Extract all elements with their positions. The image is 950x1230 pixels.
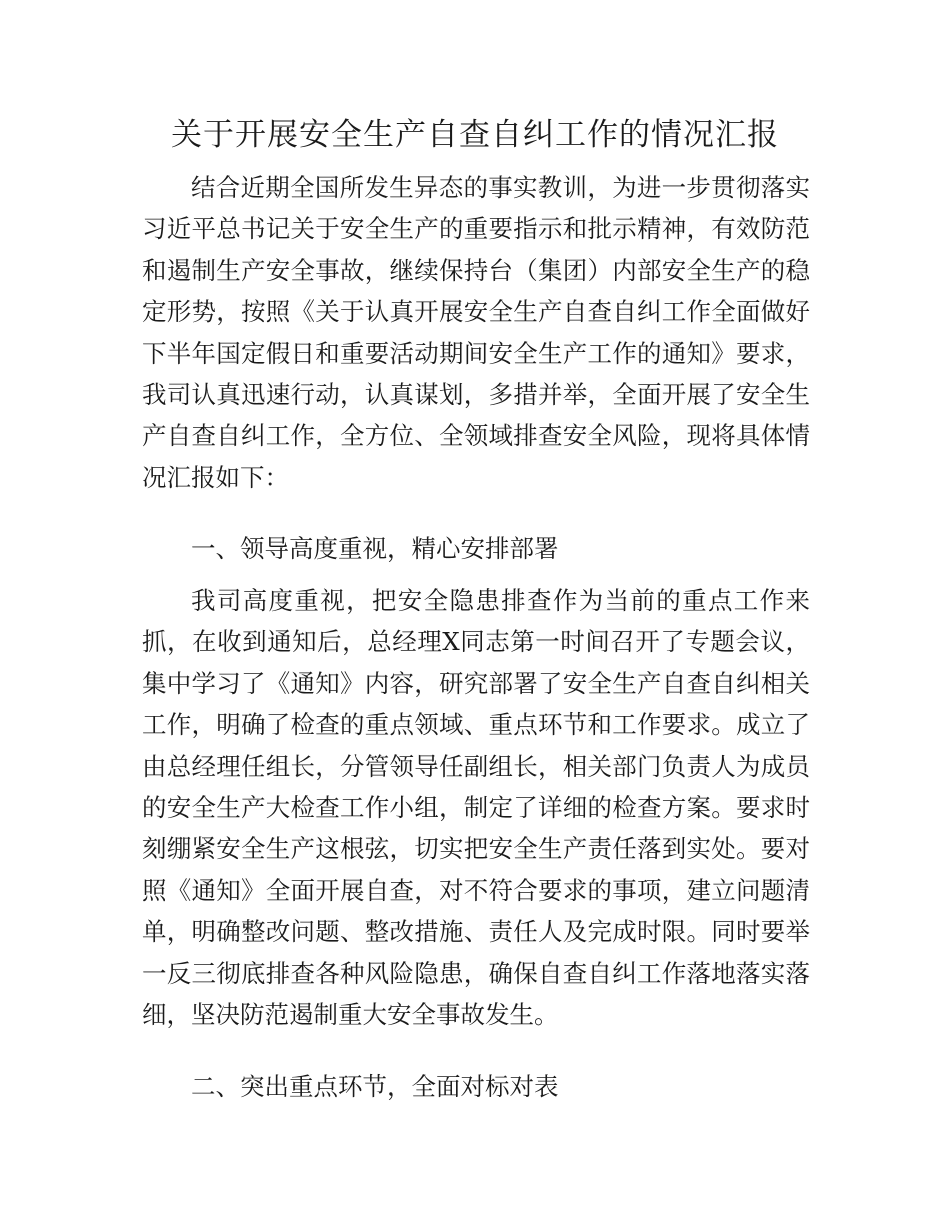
paragraph-intro [142,167,810,498]
paragraph-line: 刻绷紧安全生产这根弦，切实把安全生产责任落到实处。要对 [142,834,810,864]
paragraph-line: 集中学习了《通知》内容，研究部署了安全生产自查自纠相关 [142,668,810,698]
paragraph-line: 一反三彻底排查各种风险隐患，确保自查自纠工作落地落实落 [142,958,810,988]
paragraph-line: 下半年国定假日和重要活动期间安全生产工作的通知》要求， [142,338,810,368]
paragraph-line: 由总经理任组长，分管领导任副组长，相关部门负责人为成员 [142,751,810,781]
paragraph-line: 我司高度重视，把安全隐患排查作为当前的重点工作来 [191,586,810,615]
paragraph-line: 的安全生产大检查工作小组，制定了详细的检查方案。要求时 [142,793,810,823]
paragraph-line: 习近平总书记关于安全生产的重要指示和批示精神，有效防范 [142,214,810,244]
paragraph-line: 单，明确整改问题、整改措施、责任人及完成时限。同时要举 [142,917,810,947]
paragraph-line: 照《通知》全面开展自查，对不符合要求的事项，建立问题清 [142,875,810,905]
paragraph-line: 结合近期全国所发生异态的事实教训，为进一步贯彻落实 [191,173,810,202]
paragraph-line: 产自查自纠工作，全方位、全领域排查安全风险，现将具体情 [142,421,810,451]
section-heading-1: 一、领导高度重视，精心安排部署 [191,534,559,563]
paragraph-line: 况汇报如下： [142,462,289,492]
paragraph-line: 细，坚决防范遏制重大安全事故发生。 [142,1000,559,1030]
section-heading-2: 二、突出重点环节，全面对标对表 [191,1072,559,1101]
paragraph-line: 和遏制生产安全事故，继续保持台（集团）内部安全生产的稳 [142,255,810,285]
paragraph-line: 我司认真迅速行动，认真谋划，多措并举，全面开展了安全生 [142,380,810,410]
paragraph-line: 工作，明确了检查的重点领域、重点环节和工作要求。成立了 [142,710,810,740]
paragraph-section-1 [142,580,810,1035]
document-title: 关于开展安全生产自查自纠工作的情况汇报 [171,117,779,153]
paragraph-line: 定形势，按照《关于认真开展安全生产自查自纠工作全面做好 [142,297,810,327]
paragraph-line: 抓，在收到通知后，总经理X同志第一时间召开了专题会议， [142,627,810,657]
